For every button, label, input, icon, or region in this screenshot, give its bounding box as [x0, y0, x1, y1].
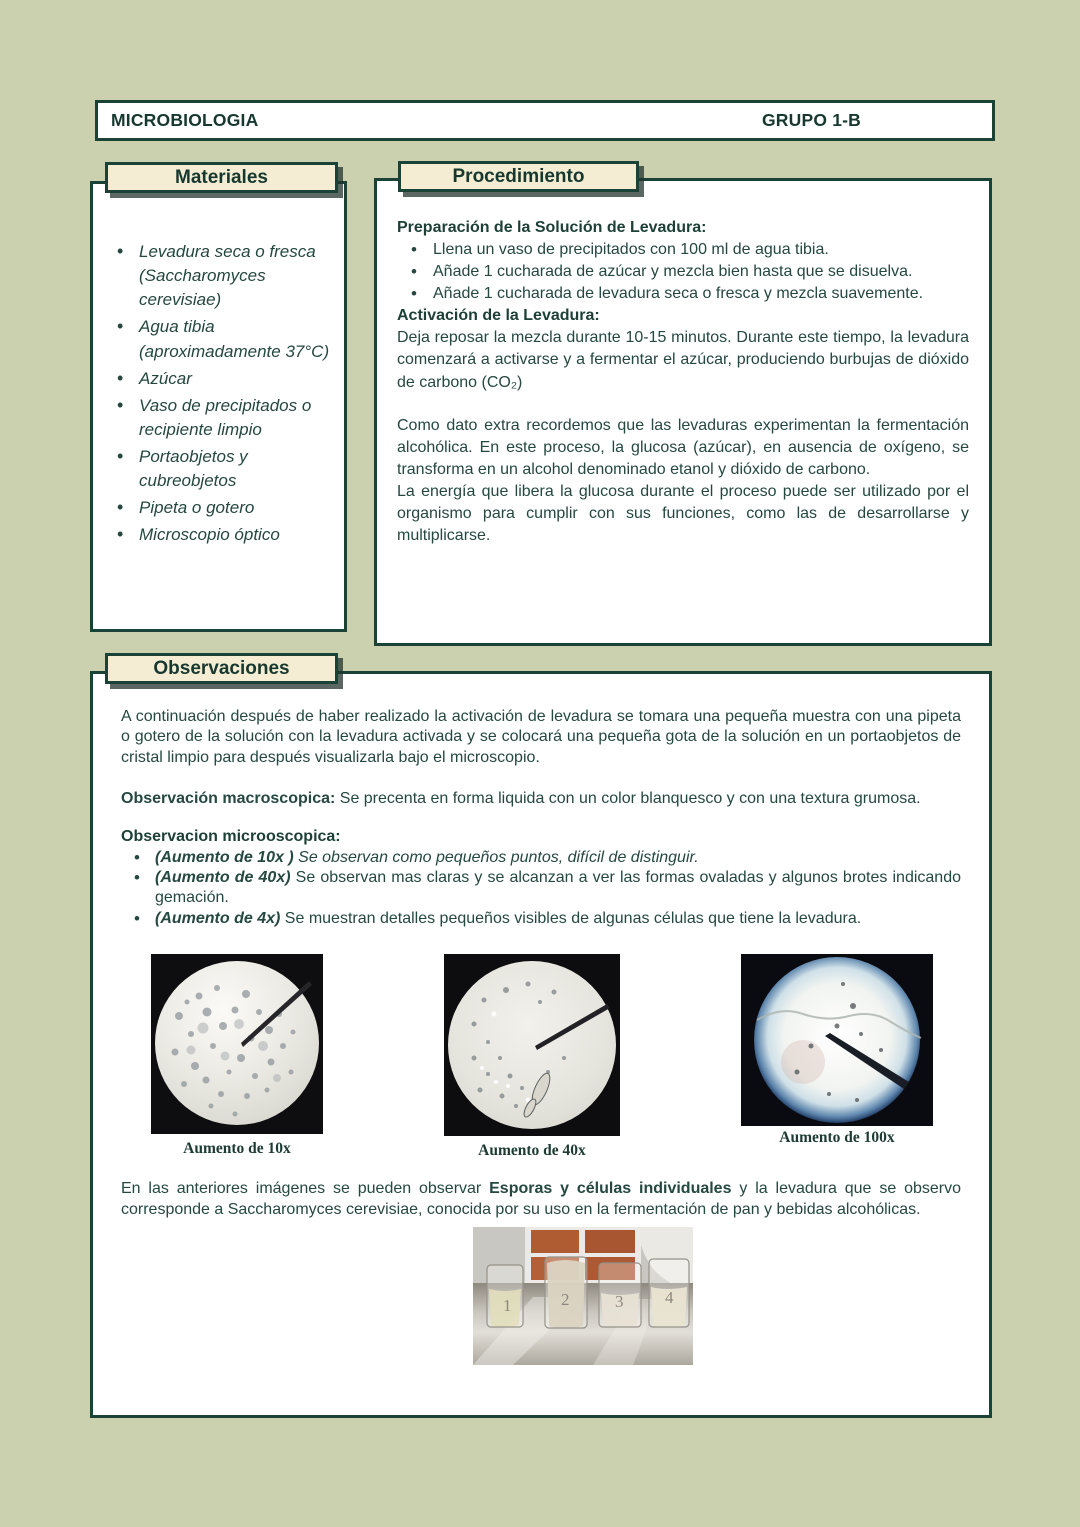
- materials-box: [90, 181, 347, 632]
- list-item: • Añade 1 cucharada de levadura seca o fresca y mezcla suavemente.: [397, 283, 969, 305]
- svg-text:2: 2: [561, 1290, 570, 1310]
- materials-tab: [105, 162, 338, 193]
- micrograph-40x-image: [444, 954, 620, 1136]
- procedure-title: Procedimiento: [452, 165, 585, 187]
- list-item: • Llena un vaso de precipitados con 100 ml de agua tibia.: [397, 239, 969, 261]
- micrograph-caption: Aumento de 40x: [478, 1141, 586, 1159]
- materials-title: Materiales: [175, 166, 268, 188]
- micro-observations-list: [121, 848, 961, 929]
- list-item: • Agua tibia (aproximadamente 37°C): [115, 315, 336, 363]
- extra-paragraph: Como dato extra recordemos que las levaduras experimentan la fermentación alcohólica. En este proceso, la glucosa (azúcar), en ausencia de oxígeno, se transforma en un alcohol denominado etanol y dióxido de carbono.: [397, 416, 969, 478]
- beakers-photo: [473, 1227, 693, 1365]
- activation-heading: Activación de la Levadura:: [397, 307, 600, 325]
- list-item: • (Aumento de 10x ) Se observan como pequeños puntos, difícil de distinguir.: [121, 848, 961, 868]
- list-item: • (Aumento de 40x) Se observan mas claras y se alcanzan a ver las formas ovaladas y algunos brotes indicando gemación.: [121, 868, 961, 909]
- procedure-box: [374, 178, 992, 646]
- header-subject: MICROBIOLOGIA: [111, 110, 259, 130]
- micrograph-100x-image: [741, 954, 933, 1126]
- micrograph-row: [151, 954, 933, 1161]
- observations-tab: [105, 653, 338, 684]
- svg-text:4: 4: [665, 1288, 674, 1308]
- list-item: • Azúcar: [115, 367, 336, 391]
- macro-observation: [121, 789, 961, 809]
- list-item: • Vaso de precipitados o recipiente limpio: [115, 394, 336, 442]
- svg-text:3: 3: [615, 1292, 624, 1312]
- conclusion-highlight: Esporas y células individuales: [489, 1180, 732, 1198]
- list-item: • Portaobjetos y cubreobjetos: [115, 445, 336, 493]
- observations-intro: A continuación después de haber realizado la activación de levadura se tomara una pequeña muestra con una pipeta o gotero de la solución con la levadura activada y se colocará una pequeña gota de la solución en un portaobjetos de cristal limpio para después visualizarla bajo el microscopio.: [121, 708, 961, 766]
- list-item: • Levadura seca o fresca (Saccharomyces cerevisiae): [115, 240, 336, 312]
- macro-label: Observación macroscopica:: [121, 789, 336, 807]
- list-item: • Añade 1 cucharada de azúcar y mezcla bien hasta que se disuelva.: [397, 261, 969, 283]
- header-bar: [95, 100, 995, 141]
- micro-label: Observacion microoscopica:: [121, 828, 341, 846]
- header-group: GRUPO 1-B: [761, 110, 861, 130]
- activation-text: Deja reposar la mezcla durante 10-15 minutos. Durante este tiempo, la levadura comenzará a activarse y a fermentar el azúcar, produciendo burbujas de dióxido de carbono (CO₂): [397, 329, 969, 391]
- extra-paragraph: La energía que libera la glucosa durante el proceso puede ser utilizado por el organismo para cumplir con sus funciones, como las de desarrollarse y multiplicarse.: [397, 482, 969, 545]
- beakers-photo-image: [473, 1227, 693, 1365]
- list-item: • (Aumento de 4x) Se muestran detalles pequeños visibles de algunas células que tiene la levadura.: [121, 909, 961, 929]
- list-item: • Pipeta o gotero: [115, 496, 336, 520]
- prep-steps-list: [397, 239, 969, 305]
- list-item: • Microscopio óptico: [115, 523, 336, 547]
- micrograph-10x-image: [151, 954, 323, 1134]
- prep-heading: Preparación de la Solución de Levadura:: [397, 219, 707, 236]
- observations-box: [90, 671, 992, 1418]
- materials-list: [115, 240, 336, 548]
- micrograph-10x: [151, 954, 323, 1159]
- svg-text:1: 1: [503, 1296, 512, 1316]
- micrograph-40x: [444, 954, 620, 1161]
- procedure-tab: [398, 161, 639, 192]
- macro-text: Se precenta en forma liquida con un color blanquesco y con una textura grumosa.: [339, 789, 921, 807]
- micrograph-caption: Aumento de 100x: [779, 1128, 895, 1146]
- micrograph-caption: Aumento de 10x: [183, 1139, 291, 1157]
- micrograph-100x: [741, 954, 933, 1148]
- conclusion-paragraph: En las anteriores imágenes se pueden observar Esporas y células individuales y la levadura que se observo corresponde a Saccharomyces cerevisiae, conocida por su uso en la fermentación de pan y bebidas alcohólicas.: [121, 1180, 962, 1218]
- observations-title: Observaciones: [153, 657, 290, 679]
